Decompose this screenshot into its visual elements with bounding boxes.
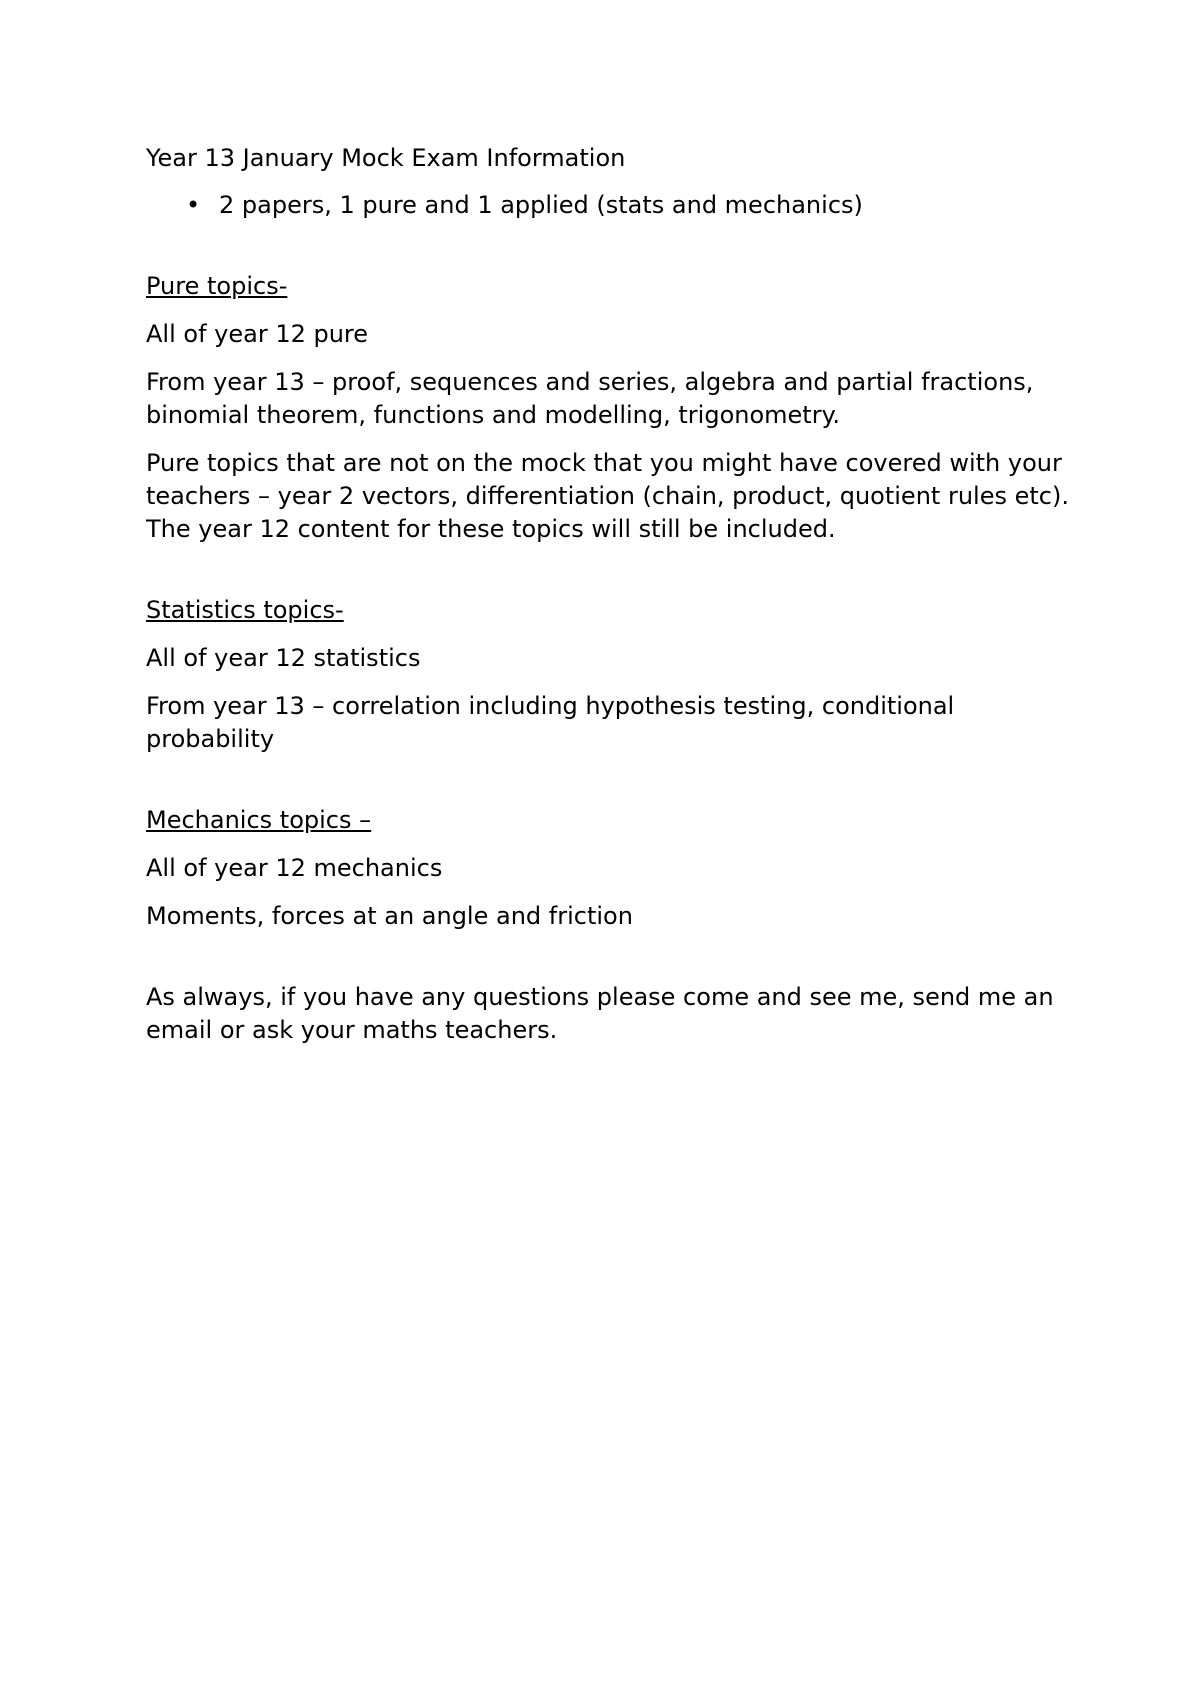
pure-topics-section xyxy=(146,270,1076,546)
mechanics-topics-section xyxy=(146,804,1076,933)
bullet-item xyxy=(146,189,1076,222)
closing-text: As always, if you have any questions please come and see me, send me an email or ask your maths teachers. xyxy=(146,983,1054,1044)
statistics-topics-section xyxy=(146,594,1076,756)
bullet-icon: • xyxy=(186,191,201,219)
mechanics-topics-heading: Mechanics topics – xyxy=(146,806,372,834)
document-title: Year 13 January Mock Exam Information xyxy=(146,144,626,172)
pure-not-on-mock-text: Pure topics that are not on the mock that you might have covered with your teachers – year 2 vectors, differentiation (chain, product, quotient rules etc). The year 12 content for these topics will still be included. xyxy=(146,449,1069,543)
document-page xyxy=(146,142,1076,1062)
statistics-year12-text: All of year 12 statistics xyxy=(146,644,421,672)
mechanics-year12-text: All of year 12 mechanics xyxy=(146,854,443,882)
papers-bullet-list xyxy=(146,189,1076,222)
statistics-year13-text: From year 13 – correlation including hypothesis testing, conditional probability xyxy=(146,692,955,753)
mechanics-year13-text: Moments, forces at an angle and friction xyxy=(146,902,633,930)
pure-year13-text: From year 13 – proof, sequences and series, algebra and partial fractions, binomial theorem, functions and modelling, trigonometry. xyxy=(146,368,1034,429)
statistics-topics-heading: Statistics topics- xyxy=(146,596,344,624)
pure-topics-heading: Pure topics- xyxy=(146,272,288,300)
bullet-text: 2 papers, 1 pure and 1 applied (stats and mechanics) xyxy=(219,191,863,219)
pure-year12-text: All of year 12 pure xyxy=(146,320,369,348)
